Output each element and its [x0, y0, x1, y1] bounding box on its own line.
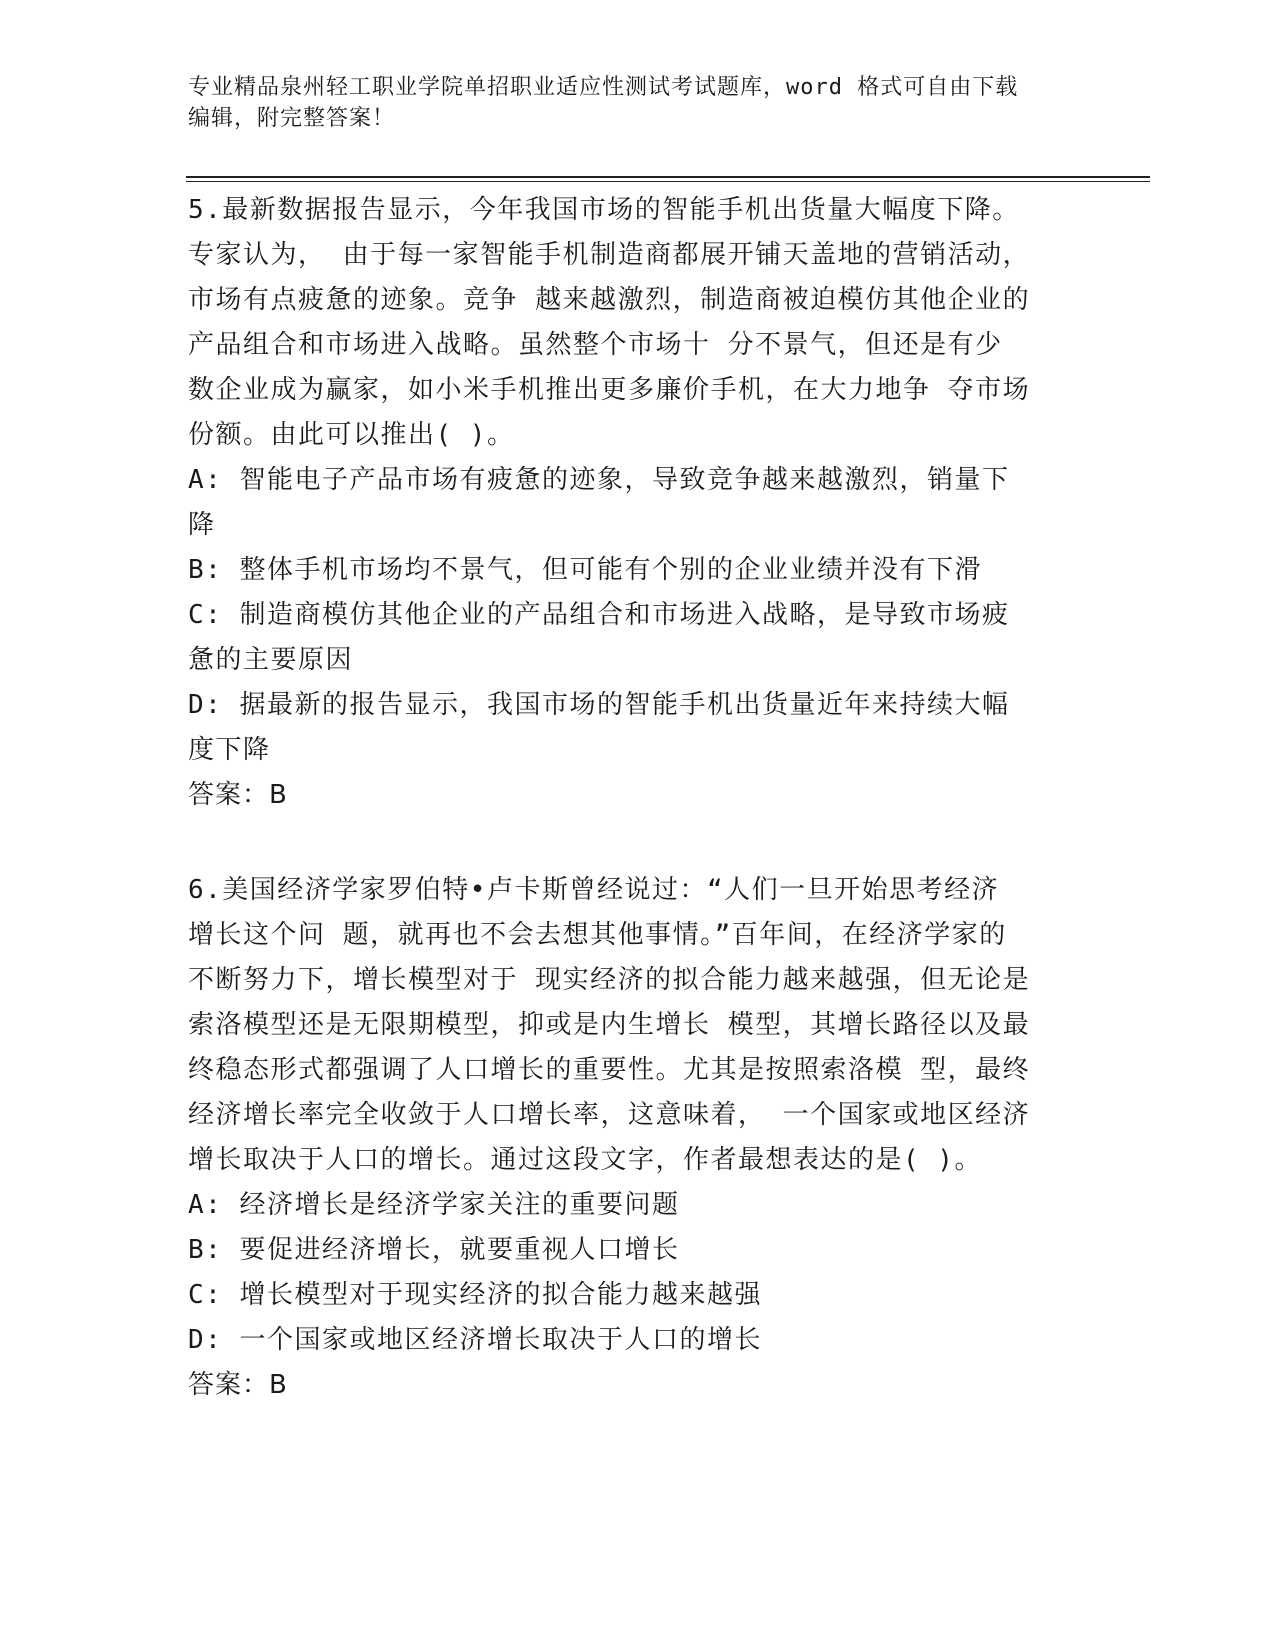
option-a: [188, 458, 1068, 548]
option-b: [188, 548, 1068, 593]
option-line: 降: [188, 510, 216, 540]
option-line: A: 智能电子产品市场有疲惫的迹象，导致竞争越来越激烈，销量下: [188, 465, 1010, 495]
question-stem: [188, 188, 1068, 458]
stem-line: 份额。由此可以推出( )。: [188, 420, 515, 450]
header-divider-thin: [186, 181, 1150, 182]
stem-line: 数企业成为赢家，如小米手机推出更多廉价手机，在大力地争 夺市场: [188, 375, 1031, 405]
option-line: D: 据最新的报告显示，我国市场的智能手机出货量近年来持续大幅: [188, 690, 1010, 720]
stem-line: 增长取决于人口的增长。通过这段文字，作者最想表达的是( )。: [188, 1145, 982, 1175]
stem-line: 经济增长率完全收敛于人口增长率，这意味着， 一个国家或地区经济: [188, 1100, 1031, 1130]
header-divider: [186, 176, 1150, 178]
document-header: [188, 72, 1068, 134]
option-d: [188, 683, 1068, 773]
answer-label: 答案：B: [188, 780, 288, 810]
option-line: C: 制造商模仿其他企业的产品组合和市场进入战略，是导致市场疲: [188, 600, 1010, 630]
header-line-1: 专业精品泉州轻工职业学院单招职业适应性测试考试题库，word 格式可自由下载: [188, 75, 1019, 100]
question-5: [188, 188, 1068, 818]
stem-line: 市场有点疲惫的迹象。竞争 越来越激烈，制造商被迫模仿其他企业的: [188, 285, 1031, 315]
stem-line: 6.美国经济学家罗伯特•卢卡斯曾经说过：“人们一旦开始思考经济: [188, 875, 1000, 905]
question-6: [188, 868, 1068, 1408]
stem-line: 产品组合和市场进入战略。虽然整个市场十 分不景气，但还是有少: [188, 330, 1003, 360]
stem-line: 5.最新数据报告显示，今年我国市场的智能手机出货量大幅度下降。: [188, 195, 1020, 225]
stem-line: 不断努力下，增长模型对于 现实经济的拟合能力越来越强，但无论是: [188, 965, 1031, 995]
option-line: A: 经济增长是经济学家关注的重要问题: [188, 1190, 680, 1220]
option-line: 惫的主要原因: [188, 645, 354, 675]
option-d: [188, 1318, 1068, 1363]
option-line: C: 增长模型对于现实经济的拟合能力越来越强: [188, 1280, 762, 1310]
question-stem: [188, 868, 1068, 1183]
option-b: [188, 1228, 1068, 1273]
stem-line: 终稳态形式都强调了人口增长的重要性。尤其是按照索洛模 型，最终: [188, 1055, 1031, 1085]
option-line: D: 一个国家或地区经济增长取决于人口的增长: [188, 1325, 762, 1355]
option-a: [188, 1183, 1068, 1228]
header-line-2: 编辑，附完整答案！: [188, 106, 396, 131]
stem-line: 专家认为， 由于每一家智能手机制造商都展开铺天盖地的营销活动，: [188, 240, 1031, 270]
option-line: B: 整体手机市场均不景气，但可能有个别的企业业绩并没有下滑: [188, 555, 982, 585]
option-line: B: 要促进经济增长，就要重视人口增长: [188, 1235, 680, 1265]
option-line: 度下降: [188, 735, 271, 765]
answer-label: 答案：B: [188, 1370, 288, 1400]
option-c: [188, 1273, 1068, 1318]
stem-line: 增长这个问 题，就再也不会去想其他事情。”百年间，在经济学家的: [188, 920, 1007, 950]
stem-line: 索洛模型还是无限期模型，抑或是内生增长 模型，其增长路径以及最: [188, 1010, 1031, 1040]
option-c: [188, 593, 1068, 683]
